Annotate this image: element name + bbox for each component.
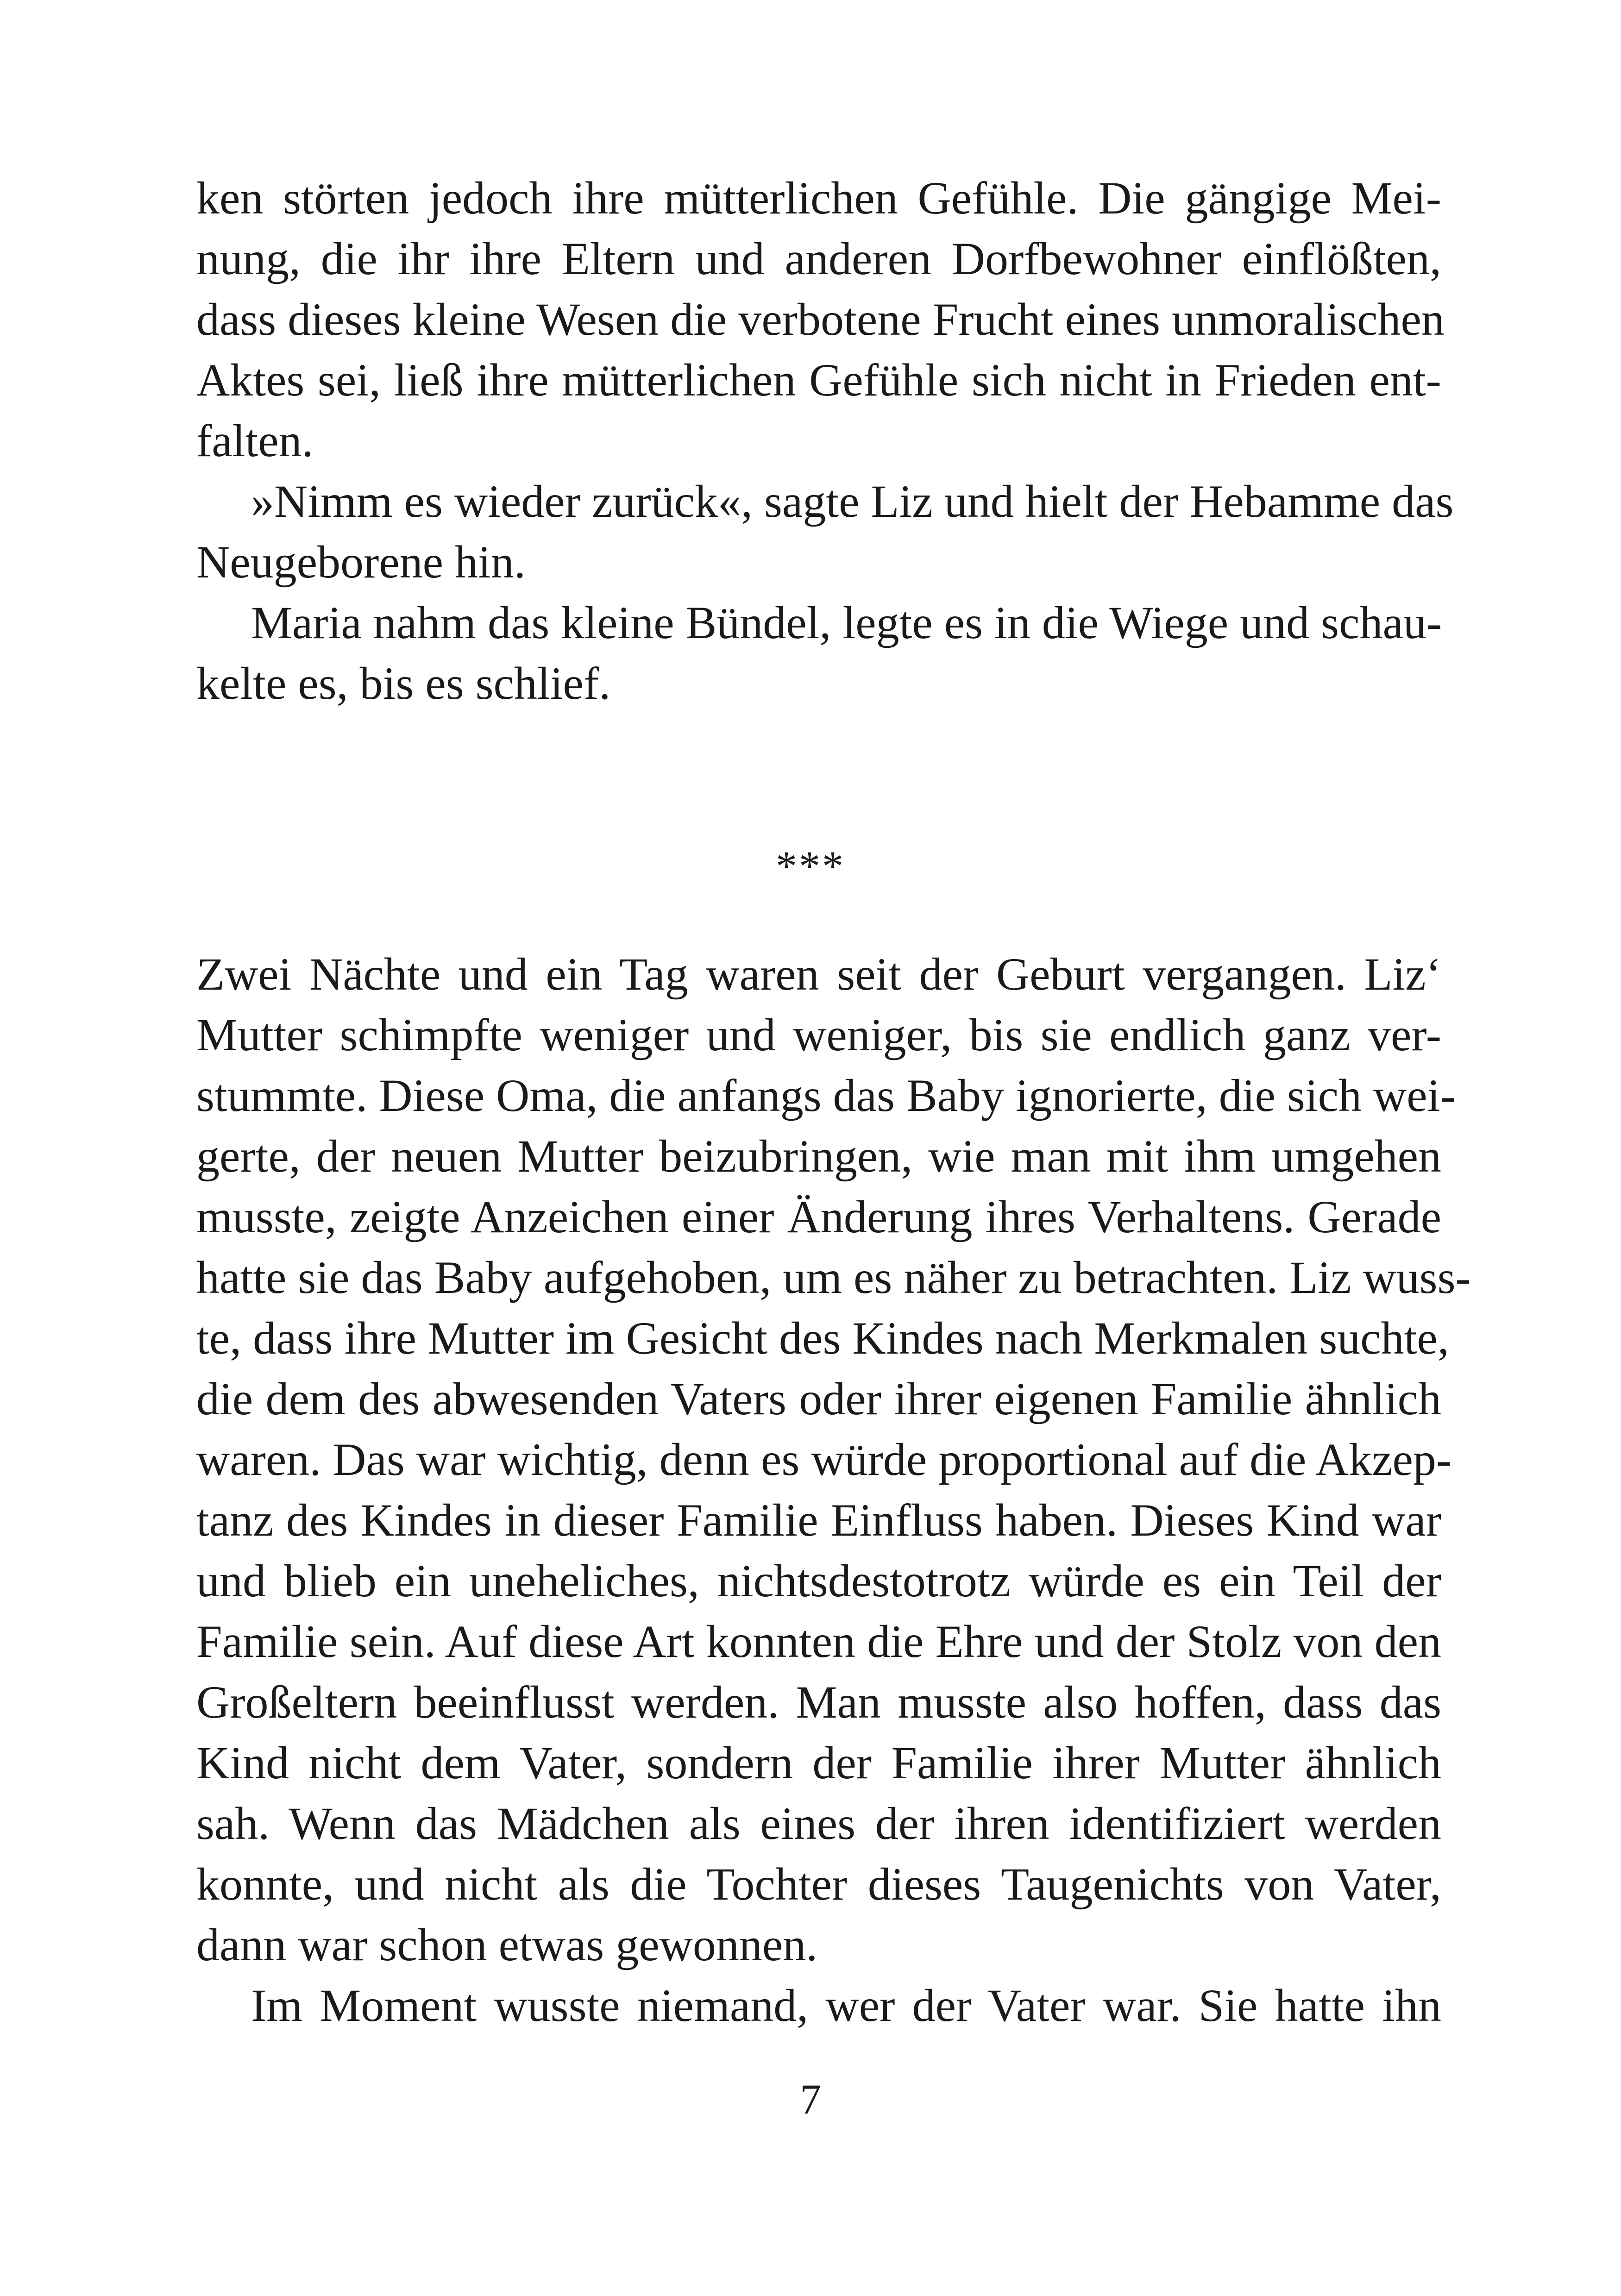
text-line: dass dieses kleine Wesen die verbotene Frucht eines unmoralischen: [196, 294, 1445, 345]
page-number: 7: [800, 2076, 821, 2123]
text-line: sah. Wenn das Mädchen als eines der ihren identifiziert werden: [196, 1798, 1441, 1849]
text-line: Aktes sei, ließ ihre mütterlichen Gefühle sich nicht in Frieden ent-: [196, 354, 1441, 406]
text-line: waren. Das war wichtig, denn es würde proportional auf die Akzep-: [196, 1434, 1452, 1485]
text-block-main: [196, 944, 1471, 2036]
text-line: Maria nahm das kleine Bündel, legte es in die Wiege und schau-: [251, 597, 1442, 648]
text-block-top: [196, 168, 1454, 714]
text-line: gerte, der neuen Mutter beizubringen, wie man mit ihm umgehen: [196, 1130, 1441, 1182]
text-line: kelte es, bis es schlief.: [196, 658, 611, 709]
text-line: Zwei Nächte und ein Tag waren seit der Geburt vergangen. Liz‘: [196, 948, 1441, 1000]
paragraph: [196, 471, 1454, 592]
text-line: tanz des Kindes in dieser Familie Einfluss haben. Dieses Kind war: [196, 1494, 1441, 1546]
text-line: konnte, und nicht als die Tochter dieses Taugenichts von Vater,: [196, 1858, 1441, 1910]
section-separator: ***: [776, 842, 845, 890]
paragraph: [196, 1975, 1441, 2036]
text-line: te, dass ihre Mutter im Gesicht des Kindes nach Merkmalen suchte,: [196, 1312, 1449, 1364]
paragraph: [196, 592, 1441, 714]
text-line: Im Moment wusste niemand, wer der Vater war. Sie hatte ihn: [251, 1980, 1441, 2031]
text-line: Familie sein. Auf diese Art konnten die Ehre und der Stolz von den: [196, 1616, 1441, 1667]
text-line: stummte. Diese Oma, die anfangs das Baby ignorierte, die sich wei-: [196, 1070, 1456, 1121]
text-line: »Nimm es wieder zurück«, sagte Liz und hielt der Hebamme das: [251, 476, 1454, 527]
paragraph: [196, 168, 1445, 471]
text-line: Großeltern beeinflusst werden. Man musste also hoffen, dass das: [196, 1676, 1441, 1728]
text-line: dann war schon etwas gewonnen.: [196, 1919, 818, 1970]
paragraph: [196, 944, 1471, 1975]
text-line: Neugeborene hin.: [196, 536, 526, 588]
text-line: die dem des abwesenden Vaters oder ihrer eigenen Familie ähnlich: [196, 1373, 1441, 1424]
text-line: und blieb ein uneheliches, nichtsdestotrotz würde es ein Teil der: [196, 1555, 1441, 1606]
text-line: Mutter schimpfte weniger und weniger, bis sie endlich ganz ver-: [196, 1009, 1441, 1060]
text-line: Kind nicht dem Vater, sondern der Familie ihrer Mutter ähnlich: [196, 1737, 1441, 1788]
text-line: hatte sie das Baby aufgehoben, um es näher zu betrachten. Liz wuss-: [196, 1252, 1471, 1303]
text-line: falten.: [196, 415, 314, 466]
text-line: nung, die ihr ihre Eltern und anderen Dorfbewohner einflößten,: [196, 233, 1441, 284]
text-line: ken störten jedoch ihre mütterlichen Gefühle. Die gängige Mei-: [196, 172, 1441, 224]
text-line: musste, zeigte Anzeichen einer Änderung ihres Verhaltens. Gerade: [196, 1191, 1441, 1242]
